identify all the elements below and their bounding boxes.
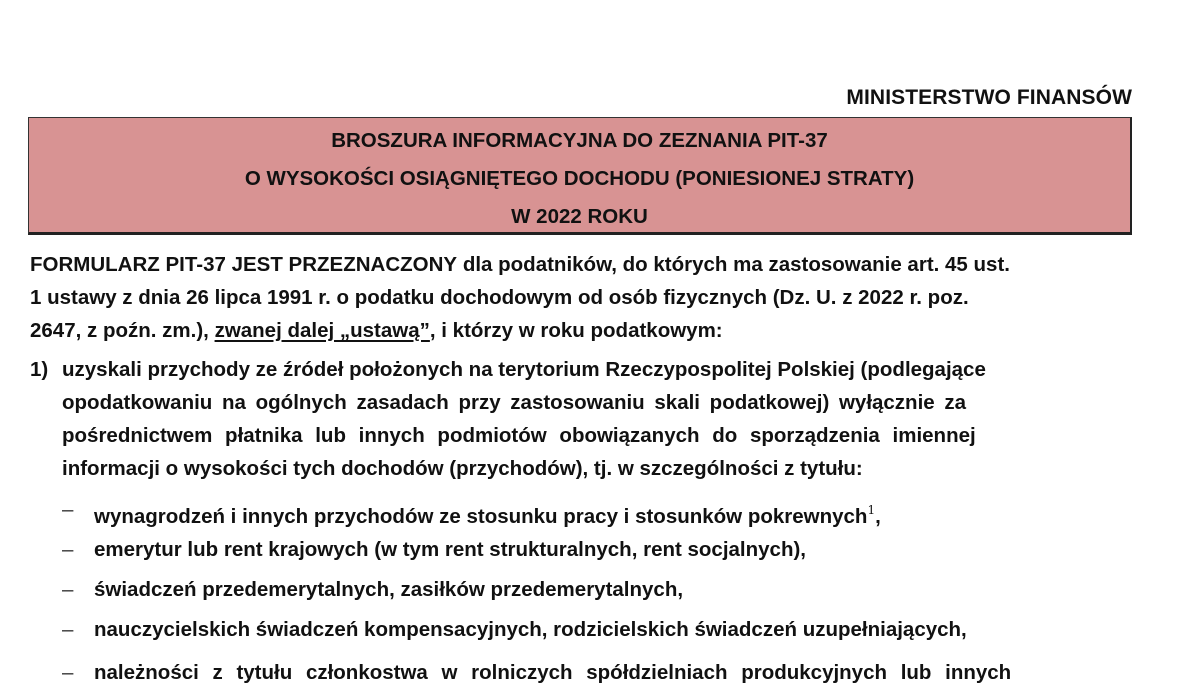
statute-definition: zwanej dalej „ustawą” [214,319,430,342]
dash-icon: – [62,498,74,521]
footnote-marker[interactable]: 1 [867,503,876,517]
bullet-text: świadczeń przedemerytalnych, zasiłków przedemerytalnych, [94,578,684,601]
dash-icon: – [62,661,74,684]
point-1-line-4: informacji o wysokości tych dochodów (przychodów), tj. w szczególności z tytułu: [62,457,863,480]
intro-line-1 [30,250,1134,280]
bullet-text: nauczycielskich świadczeń kompensacyjnych, rodzicielskich świadczeń uzupełniających, [94,618,967,641]
point-1-line-3: pośrednictwem płatnika lub innych podmiotów obowiązanych do sporządzenia imiennej [62,424,976,447]
point-1-line-1: uzyskali przychody ze źródeł położonych na terytorium Rzeczypospolitej Polskiej (podlegające [62,358,986,381]
dash-icon: – [62,538,74,561]
intro-line-3-start: 2647, z poźn. zm.), [30,319,209,342]
bullet-text: należności z tytułu członkostwa w rolniczych spółdzielniach produkcyjnych lub innych [94,661,1012,684]
intro-line-1-rest: dla podatników, do których ma zastosowanie art. 45 ust. [462,253,1010,276]
intro-line-3-end: , i którzy w roku podatkowym: [429,319,723,342]
dash-icon: – [62,578,74,601]
intro-lead: FORMULARZ PIT-37 JEST PRZEZNACZONY dla podatników, do których ma zastosowanie art. 45 ust. [30,253,1010,276]
title-line-2: O WYSOKOŚCI OSIĄGNIĘTEGO DOCHODU (PONIESIONEJ STRATY) [244,167,915,190]
point-1-number: 1) [30,358,49,381]
bullet-text: emerytur lub rent krajowych (w tym rent strukturalnych, rent socjalnych), [94,538,806,561]
ministry-name: MINISTERSTWO FINANSÓW [846,86,1132,109]
intro-line-2: 1 ustawy z dnia 26 lipca 1991 r. o podatku dochodowym od osób fizycznych (Dz. U. z 2022 r. poz. [30,286,969,309]
intro-line-3 [30,316,723,346]
bullet-text: wynagrodzeń i innych przychodów ze stosunku pracy i stosunków pokrewnych$^1$, [94,503,881,528]
title-box [28,117,1132,235]
dash-icon: – [62,618,74,641]
title-line-1: BROSZURA INFORMACYJNA DO ZEZNANIA PIT-37 [331,129,828,152]
point-1-line-2: opodatkowaniu na ogólnych zasadach przy zastosowaniu skali podatkowej) wyłącznie za [62,391,967,414]
title-line-3: W 2022 ROKU [511,205,648,228]
